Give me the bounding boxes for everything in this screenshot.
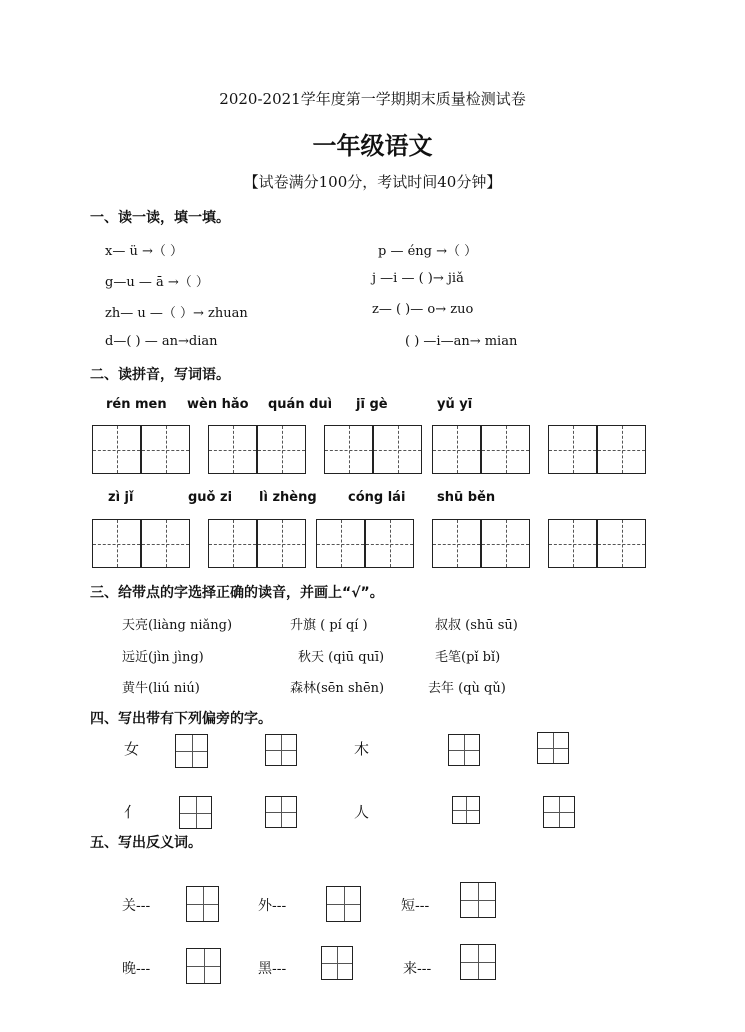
writing-box[interactable] xyxy=(141,519,190,568)
writing-box[interactable] xyxy=(452,796,480,824)
spell-item: ( ) —i—an→ mian xyxy=(405,334,518,349)
reading-choice[interactable]: 升旗 ( pí qí ) xyxy=(290,618,368,633)
reading-choice[interactable]: 天亮(liàng niǎng) xyxy=(122,618,233,633)
antonym-word: 短--- xyxy=(401,898,430,914)
reading-choice[interactable]: 森林(sēn shēn) xyxy=(290,681,385,696)
radical-label: 亻 xyxy=(124,803,140,821)
spell-item: z— ( )— o→ zuo xyxy=(372,302,474,317)
radical-label: 女 xyxy=(124,740,140,758)
radical-label: 木 xyxy=(354,740,370,758)
writing-box[interactable] xyxy=(141,425,190,474)
reading-choice[interactable]: 远近(jìn jìng) xyxy=(122,650,204,665)
section2-heading: 二、读拼音，写词语。 xyxy=(90,367,230,383)
reading-choice[interactable]: 叔叔 (shū sū) xyxy=(435,618,518,633)
antonym-word: 晚--- xyxy=(122,961,151,977)
writing-box[interactable] xyxy=(265,734,297,766)
writing-box[interactable] xyxy=(257,425,306,474)
writing-box[interactable] xyxy=(257,519,306,568)
writing-box[interactable] xyxy=(543,796,575,828)
writing-box[interactable] xyxy=(432,519,481,568)
antonym-word: 关--- xyxy=(122,898,151,914)
writing-box[interactable] xyxy=(175,734,208,768)
pinyin-label: guǒ zi xyxy=(188,490,233,505)
writing-box[interactable] xyxy=(548,425,597,474)
writing-box[interactable] xyxy=(537,732,569,764)
pinyin-label: wèn hǎo xyxy=(187,397,249,412)
writing-box[interactable] xyxy=(324,425,373,474)
writing-box[interactable] xyxy=(597,425,646,474)
writing-box[interactable] xyxy=(460,882,496,918)
writing-box[interactable] xyxy=(326,886,361,922)
spell-item: x— ü →（ ） xyxy=(105,244,183,259)
section4-heading: 四、写出带有下列偏旁的字。 xyxy=(90,711,272,727)
exam-info: 【试卷满分100分，考试时间40分钟】 xyxy=(243,173,502,191)
spell-item: p — éng →（ ） xyxy=(378,244,478,259)
writing-box[interactable] xyxy=(92,425,141,474)
pinyin-label: shū běn xyxy=(437,490,496,505)
pinyin-label: yǔ yī xyxy=(437,397,473,412)
reading-choice[interactable]: 毛笔(pǐ bǐ) xyxy=(435,650,501,665)
writing-box[interactable] xyxy=(373,425,422,474)
pinyin-label: rén men xyxy=(106,397,167,412)
writing-box[interactable] xyxy=(179,796,212,829)
reading-choice[interactable]: 去年 (qù qǔ) xyxy=(428,681,506,696)
writing-box[interactable] xyxy=(186,886,219,922)
writing-box[interactable] xyxy=(316,519,365,568)
section1-heading: 一、读一读，填一填。 xyxy=(90,210,230,226)
spell-item: d—( ) — an→dian xyxy=(105,334,218,349)
pinyin-label: jī gè xyxy=(356,397,388,412)
writing-box[interactable] xyxy=(186,948,221,984)
reading-choice[interactable]: 秋天 (qiū quī) xyxy=(298,650,385,665)
spell-item: g—u — ā →（ ） xyxy=(105,275,209,290)
writing-box[interactable] xyxy=(460,944,496,980)
writing-box[interactable] xyxy=(597,519,646,568)
subject-title: 一年级语文 xyxy=(312,132,433,160)
pinyin-label: lì zhèng xyxy=(259,490,317,505)
writing-box[interactable] xyxy=(208,425,257,474)
writing-box[interactable] xyxy=(432,425,481,474)
pinyin-label: cóng lái xyxy=(348,490,406,505)
section3-heading: 三、给带点的字选择正确的读音，并画上“√”。 xyxy=(90,585,384,601)
writing-box[interactable] xyxy=(481,519,530,568)
radical-label: 人 xyxy=(354,803,370,821)
writing-box[interactable] xyxy=(448,734,480,766)
writing-box[interactable] xyxy=(208,519,257,568)
pinyin-label: quán duì xyxy=(268,397,333,412)
pinyin-label: zì jǐ xyxy=(108,490,134,505)
writing-box[interactable] xyxy=(265,796,297,828)
writing-box[interactable] xyxy=(365,519,414,568)
spell-item: j —i — ( )→ jiǎ xyxy=(372,271,464,286)
writing-box[interactable] xyxy=(548,519,597,568)
writing-box[interactable] xyxy=(92,519,141,568)
section5-heading: 五、写出反义词。 xyxy=(90,835,202,851)
reading-choice[interactable]: 黄牛(liú niú) xyxy=(122,681,200,696)
antonym-word: 黑--- xyxy=(258,961,287,977)
spell-item: zh— u —（ ）→ zhuan xyxy=(105,306,248,321)
antonym-word: 来--- xyxy=(403,961,432,977)
writing-box[interactable] xyxy=(481,425,530,474)
writing-box[interactable] xyxy=(321,946,353,980)
exam-title: 2020-2021学年度第一学期期末质量检测试卷 xyxy=(219,90,526,108)
antonym-word: 外--- xyxy=(258,898,287,914)
